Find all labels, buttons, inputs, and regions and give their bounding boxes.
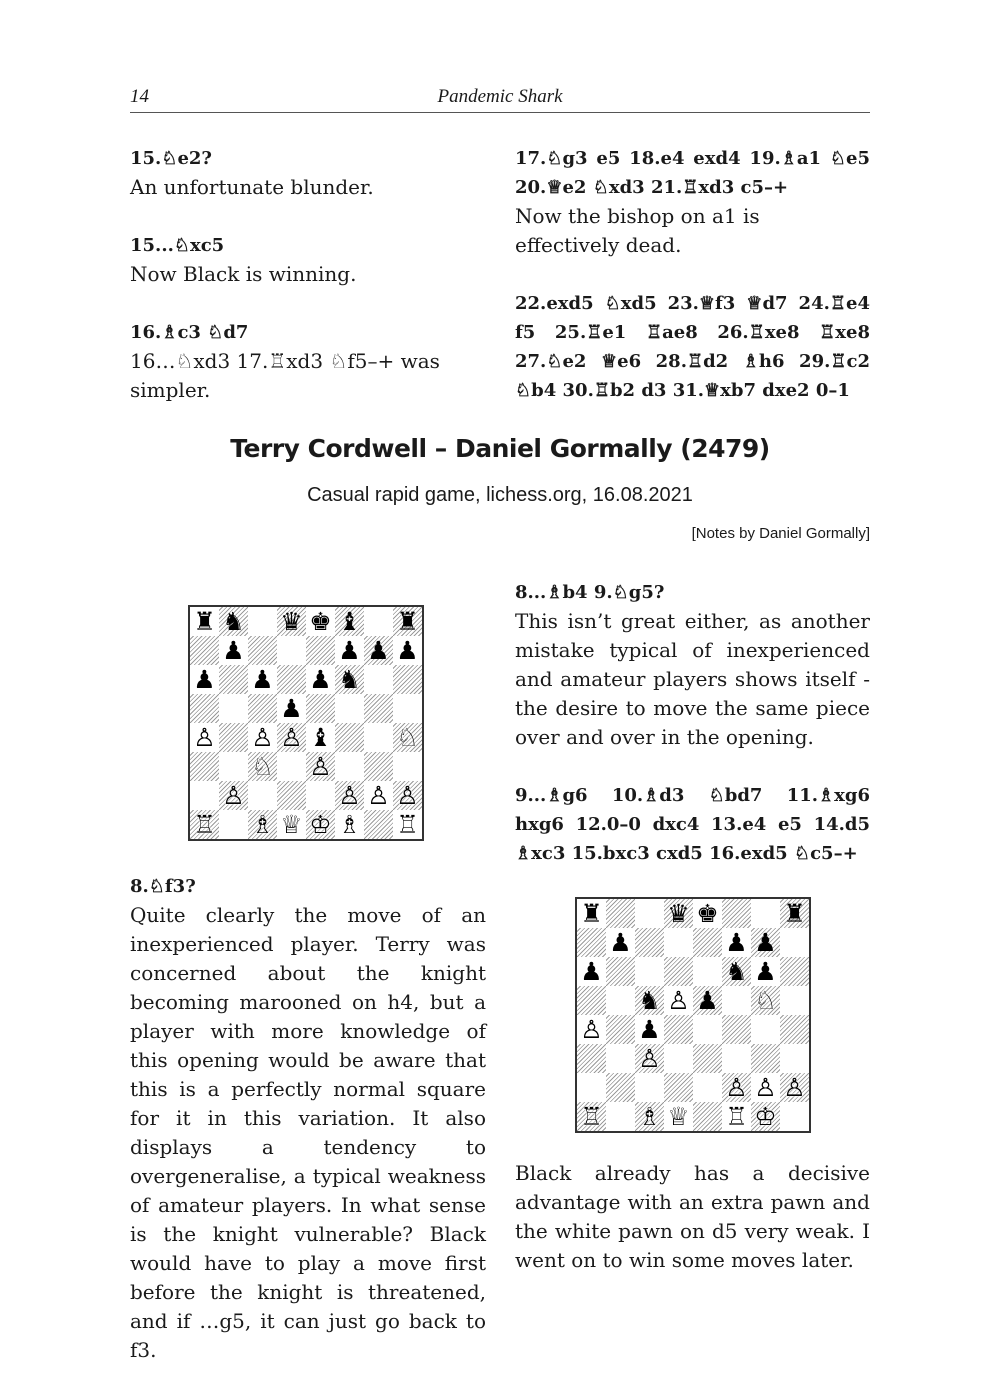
- annotation-text: 16…♘xd3 17.♖xd3 ♘f5–+ was simpler.: [130, 349, 440, 402]
- annotation-text: Now the bishop on a1 is effectively dead.: [515, 204, 760, 257]
- board-square: [664, 1044, 693, 1073]
- board-square: [393, 636, 422, 665]
- board-square: [780, 1073, 809, 1102]
- bottom-right-column: [515, 1159, 870, 1275]
- board-square: [393, 723, 422, 752]
- white-pawn-icon: ♙: [222, 781, 245, 810]
- board-square: [248, 781, 277, 810]
- board-square: [577, 957, 606, 986]
- board-square: [277, 752, 306, 781]
- board-square: [190, 810, 219, 839]
- white-rook-icon: ♖: [725, 1102, 748, 1131]
- black-pawn-icon: ♟: [638, 1015, 661, 1044]
- board-square: [577, 928, 606, 957]
- board-square: [364, 607, 393, 636]
- game-event: Casual rapid game, lichess.org, 16.08.2021: [307, 484, 693, 506]
- board-square: [393, 781, 422, 810]
- board-square: [693, 899, 722, 928]
- white-pawn-icon: ♙: [396, 781, 419, 810]
- annotation-text: Quite clearly the move of an inexperienced player. Terry was concerned about the knight becoming marooned on h4, but a player with more knowledge of this opening would be aware that this is a perfectly normal square for it in this variation. It also displays a tendency to overgeneralise, a typical weakness of amateur players. In what sense is the knight vulnerable? Black would have to play a move first before the knight is threatened, and if …g5, it can just go back to f3.: [130, 903, 486, 1362]
- board-square: [693, 1102, 722, 1131]
- white-knight-icon: ♘: [396, 723, 419, 752]
- top-right-column: [515, 144, 870, 405]
- board-square: [635, 957, 664, 986]
- board-square: [277, 665, 306, 694]
- board-square: [664, 1015, 693, 1044]
- white-pawn-icon: ♙: [754, 1073, 777, 1102]
- board-square: [606, 899, 635, 928]
- board-square: [306, 665, 335, 694]
- board-square: [577, 1073, 606, 1102]
- board-square: [335, 607, 364, 636]
- board-square: [635, 986, 664, 1015]
- board-square: [393, 810, 422, 839]
- board-square: [722, 957, 751, 986]
- white-rook-icon: ♖: [580, 1102, 603, 1131]
- board-square: [664, 899, 693, 928]
- board-square: [780, 1044, 809, 1073]
- game-title: Terry Cordwell – Daniel Gormally (2479): [230, 434, 770, 463]
- board-square: [722, 1015, 751, 1044]
- board-square: [664, 928, 693, 957]
- move-text: 22.exd5 ♘xd5 23.♕f3 ♕d7 24.♖e4 f5 25.♖e1 ♖ae8 26.♖xe8 ♖xe8 27.♘e2 ♕e6 28.♖d2 ♗h6 29.♖c2 ♘b4 30.♖b2 d3 31.♕xb7 dxe2 0–1: [515, 293, 870, 401]
- board-square: [190, 781, 219, 810]
- board-square: [664, 1073, 693, 1102]
- board-square: [364, 636, 393, 665]
- board-square: [364, 694, 393, 723]
- white-queen-icon: ♕: [667, 1102, 690, 1131]
- top-left-column: [130, 144, 490, 405]
- board-square: [751, 1015, 780, 1044]
- black-king-icon: ♚: [696, 899, 719, 928]
- board-square: [335, 752, 364, 781]
- bottom-left-column: [130, 872, 486, 1365]
- board-square: [635, 1044, 664, 1073]
- board-square: [248, 810, 277, 839]
- board-square: [635, 1102, 664, 1131]
- board-square: [780, 928, 809, 957]
- annotation-text: This isn’t great either, as another mistake typical of inexperienced and amateur players shows itself - the desire to move the same piece over and over in the opening.: [515, 609, 870, 749]
- board-square: [335, 665, 364, 694]
- black-queen-icon: ♛: [667, 899, 690, 928]
- board-square: [606, 957, 635, 986]
- board-square: [190, 752, 219, 781]
- board-square: [722, 1102, 751, 1131]
- board-square: [635, 928, 664, 957]
- chess-diagram-2: [575, 897, 811, 1133]
- move-text: 15...♘xc5: [130, 235, 225, 256]
- board-square: [693, 928, 722, 957]
- board-square: [364, 665, 393, 694]
- move-text: 9...♗g6 10.♗d3 ♘bd7 11.♗xg6 hxg6 12.0–0 dxc4 13.e4 e5 14.d5 ♗xc3 15.bxc3 cxd5 16.exd5 ♘c5–+: [515, 785, 870, 864]
- board-square: [577, 1102, 606, 1131]
- white-pawn-icon: ♙: [667, 986, 690, 1015]
- black-bishop-icon: ♝: [309, 723, 332, 752]
- white-king-icon: ♔: [309, 810, 332, 839]
- board-square: [606, 1044, 635, 1073]
- black-knight-icon: ♞: [638, 986, 661, 1015]
- black-pawn-icon: ♟: [580, 957, 603, 986]
- board-square: [306, 723, 335, 752]
- black-pawn-icon: ♟: [754, 957, 777, 986]
- board-square: [751, 899, 780, 928]
- board-square: [219, 636, 248, 665]
- game-notes: [Notes by Daniel Gormally]: [691, 525, 870, 542]
- board-square: [219, 665, 248, 694]
- board-square: [780, 899, 809, 928]
- board-square: [693, 1073, 722, 1102]
- white-knight-icon: ♘: [754, 986, 777, 1015]
- page-number: 14: [130, 86, 149, 107]
- board-square: [606, 1015, 635, 1044]
- board-square: [219, 752, 248, 781]
- black-knight-icon: ♞: [725, 957, 748, 986]
- board-square: [335, 636, 364, 665]
- board-square: [219, 781, 248, 810]
- board-square: [693, 1015, 722, 1044]
- annotation-text: Black already has a decisive advantage with an extra pawn and the white pawn on d5 very weak. I went on to win some moves later.: [515, 1161, 870, 1272]
- white-bishop-icon: ♗: [638, 1102, 661, 1131]
- white-pawn-icon: ♙: [638, 1044, 661, 1073]
- board-square: [364, 752, 393, 781]
- white-pawn-icon: ♙: [309, 752, 332, 781]
- board-square: [780, 1015, 809, 1044]
- black-rook-icon: ♜: [396, 607, 419, 636]
- board-square: [606, 1073, 635, 1102]
- move-text: 8...♗b4 9.♘g5?: [515, 582, 665, 603]
- board-square: [190, 636, 219, 665]
- board-square: [277, 810, 306, 839]
- board-square: [219, 810, 248, 839]
- white-pawn-icon: ♙: [783, 1073, 806, 1102]
- board-square: [722, 986, 751, 1015]
- board-square: [364, 781, 393, 810]
- board-square: [248, 607, 277, 636]
- board-square: [751, 986, 780, 1015]
- board-square: [635, 899, 664, 928]
- board-square: [693, 1044, 722, 1073]
- annotation-text: Now Black is winning.: [130, 262, 357, 286]
- board-square: [722, 1073, 751, 1102]
- move-text: 8.♘f3?: [130, 876, 196, 897]
- white-pawn-icon: ♙: [251, 723, 274, 752]
- white-queen-icon: ♕: [280, 810, 303, 839]
- black-rook-icon: ♜: [783, 899, 806, 928]
- board-square: [693, 986, 722, 1015]
- board-square: [364, 810, 393, 839]
- black-pawn-icon: ♟: [696, 986, 719, 1015]
- board-square: [219, 607, 248, 636]
- board-square: [606, 928, 635, 957]
- black-rook-icon: ♜: [193, 607, 216, 636]
- board-square: [751, 1073, 780, 1102]
- white-bishop-icon: ♗: [251, 810, 274, 839]
- board-square: [577, 986, 606, 1015]
- board-square: [335, 723, 364, 752]
- board-square: [306, 636, 335, 665]
- board-square: [635, 1015, 664, 1044]
- board-square: [277, 607, 306, 636]
- white-pawn-icon: ♙: [725, 1073, 748, 1102]
- board-square: [277, 694, 306, 723]
- white-rook-icon: ♖: [396, 810, 419, 839]
- black-pawn-icon: ♟: [754, 928, 777, 957]
- white-pawn-icon: ♙: [367, 781, 390, 810]
- board-square: [664, 1102, 693, 1131]
- board-square: [577, 1015, 606, 1044]
- board-square: [248, 752, 277, 781]
- board-square: [306, 752, 335, 781]
- board-square: [335, 810, 364, 839]
- black-pawn-icon: ♟: [725, 928, 748, 957]
- middle-right-column: [515, 578, 870, 868]
- black-bishop-icon: ♝: [338, 607, 361, 636]
- board-square: [722, 1044, 751, 1073]
- board-square: [751, 1044, 780, 1073]
- board-square: [780, 957, 809, 986]
- board-square: [248, 636, 277, 665]
- black-knight-icon: ♞: [338, 665, 361, 694]
- black-pawn-icon: ♟: [280, 694, 303, 723]
- board-square: [393, 752, 422, 781]
- white-knight-icon: ♘: [251, 752, 274, 781]
- board-square: [780, 1102, 809, 1131]
- black-rook-icon: ♜: [580, 899, 603, 928]
- board-square: [219, 694, 248, 723]
- board-square: [306, 694, 335, 723]
- board-square: [248, 665, 277, 694]
- black-pawn-icon: ♟: [609, 928, 632, 957]
- white-pawn-icon: ♙: [338, 781, 361, 810]
- board-square: [277, 723, 306, 752]
- book-title: Pandemic Shark: [437, 86, 563, 107]
- board-square: [722, 928, 751, 957]
- black-pawn-icon: ♟: [251, 665, 274, 694]
- move-text: 16.♗c3 ♘d7: [130, 322, 249, 343]
- running-header: [130, 84, 870, 113]
- white-pawn-icon: ♙: [280, 723, 303, 752]
- board-square: [335, 694, 364, 723]
- board-square: [306, 810, 335, 839]
- black-queen-icon: ♛: [280, 607, 303, 636]
- board-square: [606, 986, 635, 1015]
- white-pawn-icon: ♙: [193, 723, 216, 752]
- move-text: 17.♘g3 e5 18.e4 exd4 19.♗a1 ♘e5 20.♕e2 ♘xd3 21.♖xd3 c5–+: [515, 148, 870, 198]
- board-square: [364, 723, 393, 752]
- board-square: [277, 781, 306, 810]
- move-text: 15.♘e2?: [130, 148, 212, 169]
- board-square: [248, 694, 277, 723]
- black-pawn-icon: ♟: [193, 665, 216, 694]
- board-square: [577, 1044, 606, 1073]
- board-square: [335, 781, 364, 810]
- white-rook-icon: ♖: [193, 810, 216, 839]
- black-king-icon: ♚: [309, 607, 332, 636]
- white-king-icon: ♔: [754, 1102, 777, 1131]
- board-square: [393, 607, 422, 636]
- board-square: [393, 694, 422, 723]
- board-square: [635, 1073, 664, 1102]
- white-pawn-icon: ♙: [580, 1015, 603, 1044]
- white-bishop-icon: ♗: [338, 810, 361, 839]
- board-square: [664, 986, 693, 1015]
- black-pawn-icon: ♟: [338, 636, 361, 665]
- board-square: [751, 1102, 780, 1131]
- board-square: [751, 957, 780, 986]
- board-square: [190, 694, 219, 723]
- board-square: [722, 899, 751, 928]
- board-square: [248, 723, 277, 752]
- black-pawn-icon: ♟: [396, 636, 419, 665]
- board-square: [577, 899, 606, 928]
- board-square: [277, 636, 306, 665]
- annotation-text: An unfortunate blunder.: [130, 175, 374, 199]
- black-pawn-icon: ♟: [367, 636, 390, 665]
- chess-diagram-1: [188, 605, 424, 841]
- board-square: [693, 957, 722, 986]
- board-square: [306, 781, 335, 810]
- board-square: [393, 665, 422, 694]
- board-square: [751, 928, 780, 957]
- board-square: [190, 607, 219, 636]
- board-square: [190, 665, 219, 694]
- black-pawn-icon: ♟: [222, 636, 245, 665]
- board-square: [606, 1102, 635, 1131]
- board-square: [190, 723, 219, 752]
- board-square: [219, 723, 248, 752]
- black-knight-icon: ♞: [222, 607, 245, 636]
- black-pawn-icon: ♟: [309, 665, 332, 694]
- board-square: [664, 957, 693, 986]
- board-square: [780, 986, 809, 1015]
- board-square: [306, 607, 335, 636]
